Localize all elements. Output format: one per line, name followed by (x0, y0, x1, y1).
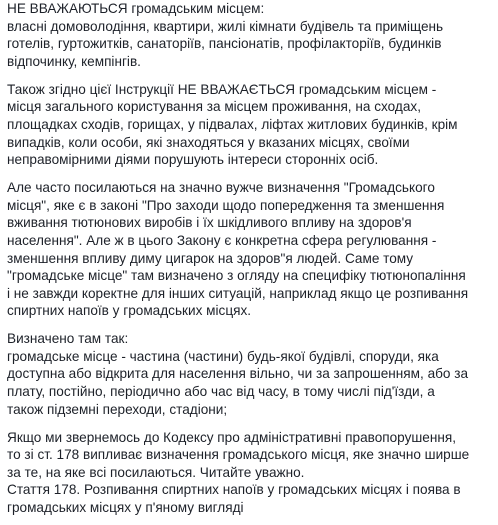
text-line: Стаття 178. Розпивання спиртних напоїв у громадських місцях і поява в (7, 482, 461, 498)
text-line: місця загального користування за місцем проживання, на сходах, (7, 99, 421, 115)
text-line: власні домоволодіння, квартири, жилі кімнати будівель та приміщень (7, 18, 444, 34)
paragraph-tobacco-law (7, 179, 495, 320)
text-line: зменшення впливу диму цигарок на здоров"я людей. Саме тому (7, 250, 414, 266)
text-line: НЕ ВВАЖАЮТЬСЯ громадським місцем: (7, 1, 265, 16)
text-line: Але часто посилаються на значно вужче визначення "Громадського (7, 180, 435, 196)
paragraph-not-public-places (7, 0, 495, 70)
paragraph-instruction (7, 81, 495, 169)
paragraph-gap (7, 418, 495, 428)
text-line: спиртних напоїв у громадських місцях. (7, 303, 252, 319)
text-line: також підземні переходи, стадіони; (7, 401, 228, 417)
text-line: населення". Але ж в цього Закону є конкретна сфера регулювання - (7, 232, 437, 248)
text-line: громадських місцях у п'яному вигляді (7, 500, 244, 515)
text-line: Визначено там так: (7, 331, 129, 347)
text-line: за те, на яке всі посилаються. Читайте уважно. (7, 464, 305, 480)
text-line: неправомірними діями порушують інтереси сторонніх осіб. (7, 152, 379, 168)
paragraph-definition (7, 330, 495, 418)
paragraph-gap (7, 169, 495, 179)
text-line: "громадське місце" там визначено з огляду на специфіку тютюнопаління (7, 268, 466, 284)
text-line: відпочинку, кемпінгів. (7, 53, 141, 69)
paragraph-gap (7, 70, 495, 80)
text-line: плату, постійно, періодично або час від часу, в тому числі під'їзди, а (7, 384, 435, 400)
text-line: місця", яке є в законі "Про заходи щодо попередження та зменшення (7, 197, 445, 213)
text-line: готелів, гуртожитків, санаторіїв, пансіонатів, профілакторіїв, будинків (7, 36, 442, 52)
text-line: вживання тютюнових виробів і їх шкідливого впливу на здоров'я (7, 215, 412, 231)
paragraph-gap (7, 320, 495, 330)
text-line: площадках сходів, горищах, у підвалах, ліфтах житлових будинків, крім (7, 116, 458, 132)
paragraph-administrative-code (7, 429, 495, 517)
text-line: то зі ст. 178 випливає визначення громадського місця, яке значно ширше (7, 447, 470, 463)
post-text (7, 0, 495, 517)
text-line: і не завжди коректне для інших ситуацій, наприклад якщо це розпивання (7, 285, 469, 301)
text-line: доступна або відкрита для населення вільно, чи за запрошенням, або за (7, 366, 469, 382)
text-line: громадське місце - частина (частини) будь-якої будівлі, споруди, яка (7, 348, 439, 364)
text-line: Також згідно цієї Інструкції НЕ ВВАЖАЄТЬСЯ громадським місцем - (7, 81, 437, 97)
text-line: випадків, коли особи, які знаходяться у вказаних місцях, своїми (7, 134, 410, 150)
text-line: Якщо ми звернемось до Кодексу про адміністративні правопорушення, (7, 429, 456, 445)
